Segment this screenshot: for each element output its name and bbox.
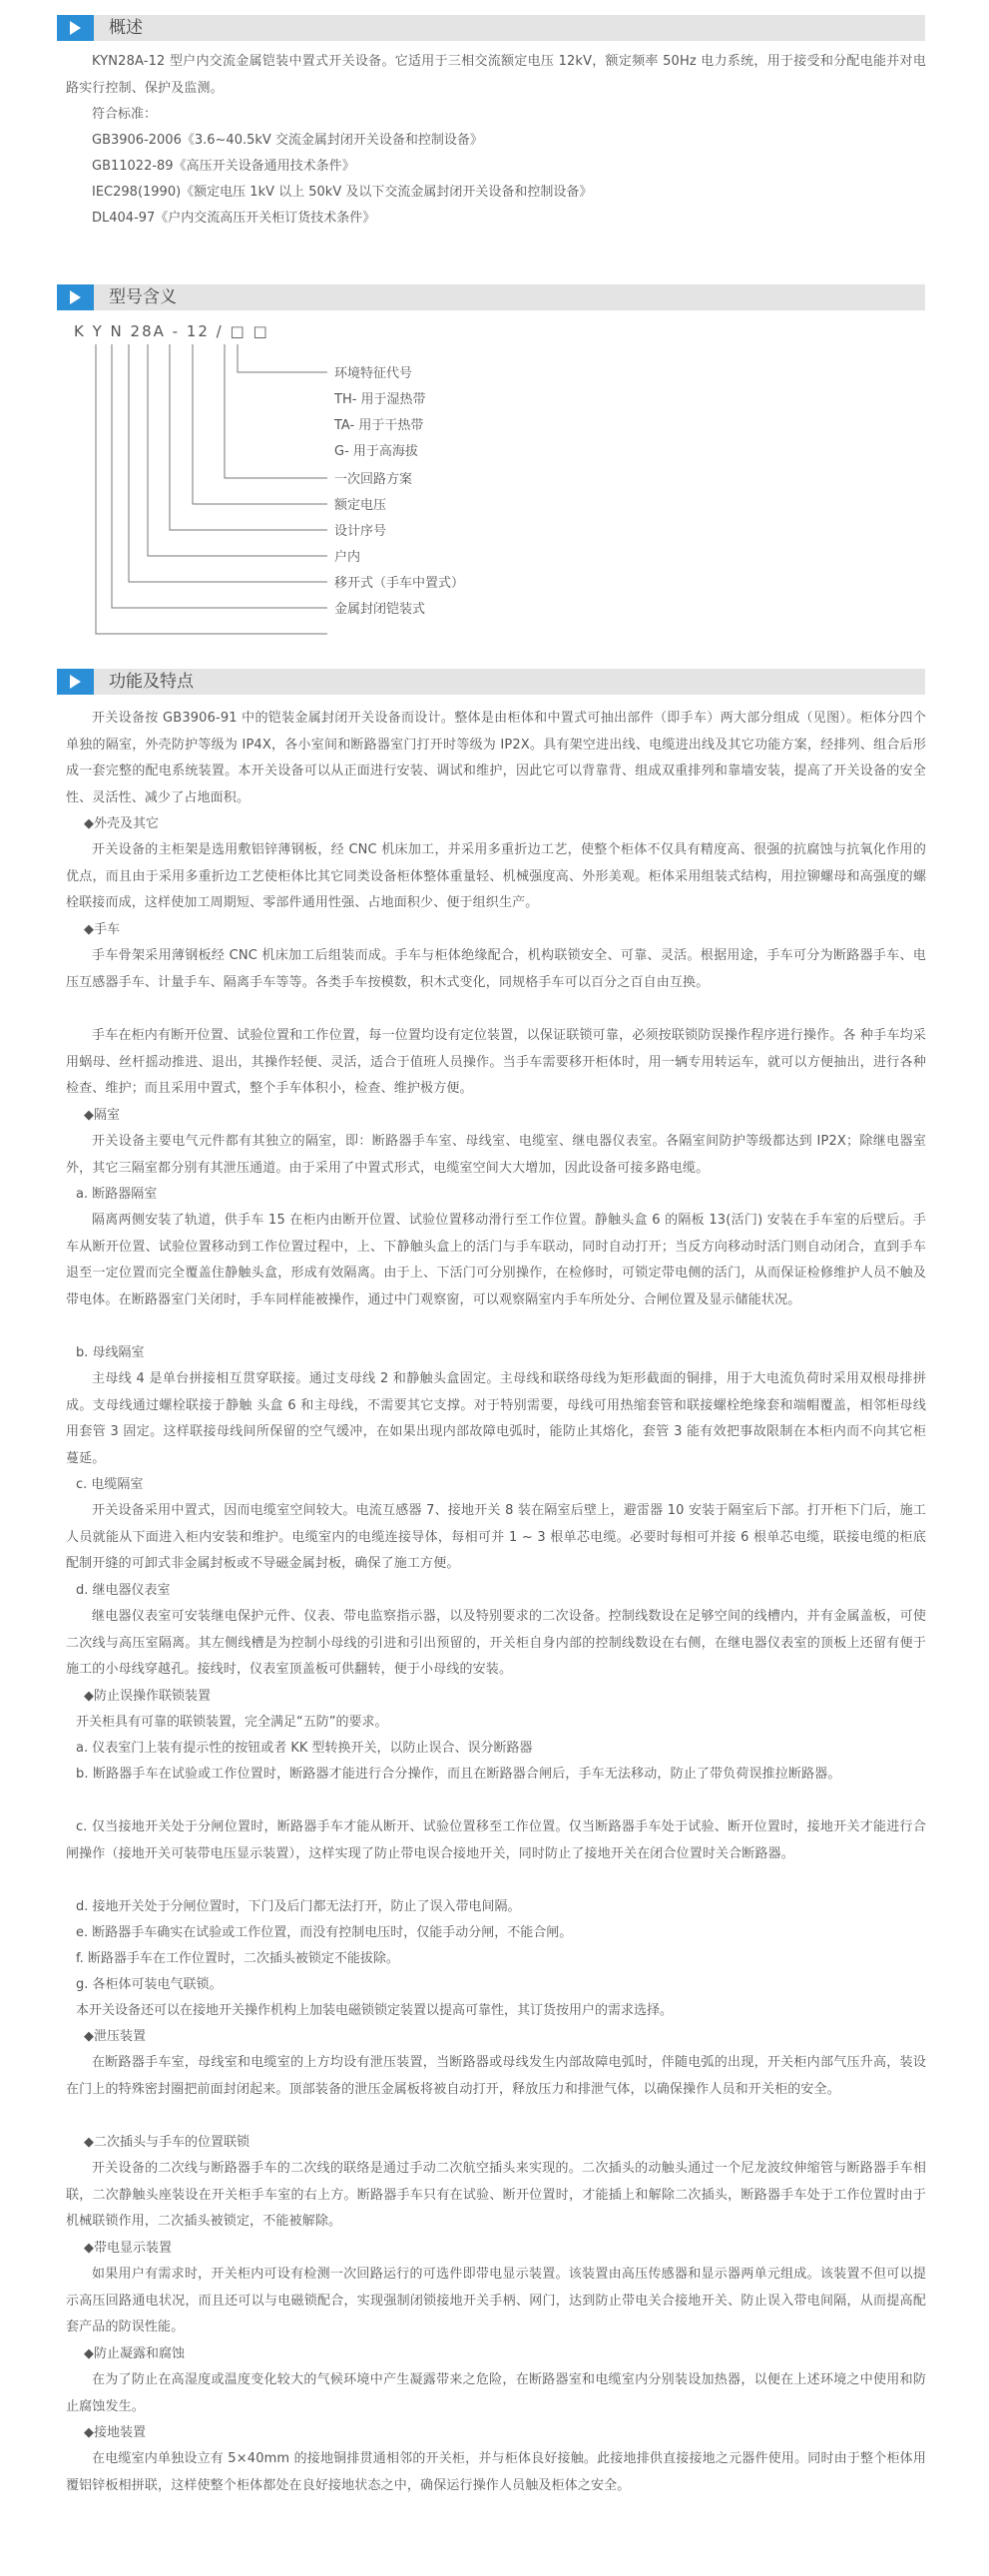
features-paragraph: 开关设备按 GB3906-91 中的铠装金属封闭开关设备而设计。整体是由柜体和中置式可抽出部件（即手车）两大部分组成（见图）。柜体分四个单独的隔室，外壳防护等级为 IP4X，各小室间和断路器室门打开时等级为 IP2X。具有架空进出线、电缆进出线及其它功能方案，经排列、组合后形成一套完整的配电系统装置。本开关设备可以从正面进行安装、调试和维护，因此它可以背靠背、组成双重排列和靠墙安装，提高了开关设备的安全性、灵活性、减少了占地面积。 xyxy=(66,711,926,805)
standards-heading: 符合标准： xyxy=(92,107,158,122)
section-title: 型号含义 xyxy=(109,287,177,307)
feature-paragraph: b. 断路器手车在试验或工作位置时，断路器才能进行合分操作，而且在断路器合闸后，手车无法移动，防止了带负荷误推拉断路器。 xyxy=(76,1767,841,1782)
feature-paragraph: 开关设备主要电气元件都有其独立的隔室，即：断路器手车室、母线室、电缆室、继电器仪表室。各隔室间防护等级都达到 IP2X；除继电器室外，其它三隔室都分别有其泄压通道。由于采用了中置式形式，电缆室空间大大增加，因此设备可接多路电缆。 xyxy=(66,1134,926,1176)
feature-paragraph: 在为了防止在高湿度或温度变化较大的气候环境中产生凝露带来之危险，在断路器室和电缆室内分别装设加热器，以便在上述环境之中使用和防止腐蚀发生。 xyxy=(66,2372,926,2414)
standard-item: GB3906-2006《3.6~40.5kV 交流金属封闭开关设备和控制设备》 xyxy=(92,133,483,148)
model-label: 设计序号 xyxy=(334,524,387,539)
model-label: 户内 xyxy=(334,550,361,565)
model-bracket-diagram xyxy=(0,0,989,639)
model-label: 移开式（手车中置式） xyxy=(334,576,465,591)
feature-heading: ◆手车 xyxy=(84,922,120,937)
feature-heading: ◆外壳及其它 xyxy=(84,816,159,831)
section-marker xyxy=(57,669,94,695)
feature-paragraph: 开关设备的主柜架是选用敷铝锌薄钢板，经 CNC 机床加工，并采用多重折边工艺，使整个柜体不仅具有精度高、很强的抗腐蚀与抗氧化作用的优点，而且由于采用多重折边工艺使柜体比其它同类设备柜体整体重量轻、机械强度高、外形美观。柜体采用组装式结构，用拉铆螺母和高强度的螺栓联接而成，这样使加工周期短、零部件通用性强、占地面积少、便于组织生产。 xyxy=(66,842,926,910)
model-label: 金属封闭铠装式 xyxy=(334,602,426,617)
feature-line: e. 断路器手车确实在试验或工作位置，而没有控制电压时，仅能手动分闸，不能合闸。 xyxy=(76,1925,573,1940)
sub-heading: b. 母线隔室 xyxy=(76,1345,145,1360)
feature-paragraph: 开关设备的二次线与断路器手车的二次线的联络是通过手动二次航空插头来实现的。二次插头的动触头通过一个尼龙波纹伸缩管与断路器手车相联，二次静触头座装设在开关柜手车室的右上方。断路器手车只有在试验、断开位置时，才能插上和解除二次插头，断路器手车处于工作位置时由于机械联锁作用，二次插头被锁定，不能被解除。 xyxy=(66,2161,926,2229)
feature-line: g. 各柜体可装电气联锁。 xyxy=(76,1977,223,1992)
sub-heading: a. 断路器隔室 xyxy=(76,1187,158,1202)
feature-line: d. 接地开关处于分闸位置时，下门及后门都无法打开，防止了误入带电间隔。 xyxy=(76,1899,521,1914)
feature-heading: ◆二次插头与手车的位置联锁 xyxy=(84,2135,249,2150)
feature-heading: ◆泄压装置 xyxy=(84,2029,146,2044)
connector-line xyxy=(129,344,327,582)
model-label: 一次回路方案 xyxy=(334,472,413,487)
feature-heading: ◆防止凝露和腐蚀 xyxy=(84,2346,185,2361)
connector-line xyxy=(112,344,327,608)
connector-line xyxy=(96,344,327,634)
overview-paragraph: KYN28A-12 型户内交流金属铠装中置式开关设备。它适用于三相交流额定电压 12kV，额定频率 50Hz 电力系统，用于接受和分配电能并对电路实行控制、保护及监测。 xyxy=(66,54,926,96)
feature-paragraph: 如果用户有需求时，开关柜内可设有检测一次回路运行的可选件即带电显示装置。该装置由高压传感器和显示器两单元组成。该装置不但可以提示高压回路通电状况，而且还可以与电磁锁配合，实现强制闭锁接地开关手柄、网门，达到防止带电关合接地开关、防止误入带电间隔，从而提高配套产品的防误性能。 xyxy=(66,2267,926,2334)
feature-paragraph: 开关设备采用中置式，因而电缆室空间较大。电流互感器 7、接地开关 8 装在隔室后壁上，避雷器 10 安装于隔室后下部。打开柜下门后，施工人员就能从下面进入柜内安装和维护。电缆室内的电缆连接导体，每相可并 1 ~ 3 根单芯电缆。必要时每相可并接 6 根单芯电缆，联接电缆的柜底配制开缝的可卸式非金属封板或不导磁金属封板，确保了施工方便。 xyxy=(66,1503,926,1571)
sub-heading: d. 继电器仪表室 xyxy=(76,1583,171,1598)
feature-heading: ◆接地装置 xyxy=(84,2425,146,2440)
connector-line xyxy=(193,344,327,504)
section-title: 概述 xyxy=(109,18,143,38)
feature-paragraph: 在电缆室内单独设立有 5×40mm 的接地铜排贯通相邻的开关柜，并与柜体良好接触。此接地排供直接接地之元器件使用。同时由于整个柜体用覆铝锌板相拼联，这样使整个柜体都处在良好接地状态之中，确保运行操作人员触及柜体之安全。 xyxy=(66,2451,926,2493)
section-title: 功能及特点 xyxy=(109,672,194,692)
standard-item: GB11022-89《高压开关设备通用技术条件》 xyxy=(92,159,355,174)
connector-line xyxy=(148,344,327,556)
feature-paragraph: 主母线 4 是单台拼接相互贯穿联接。通过支母线 2 和静触头盒固定。主母线和联络母线为矩形截面的铜排，用于大电流负荷时采用双根母排拼成。支母线通过螺栓联接于静触 头盒 6 和主母线，不需要其它支撑。对于特别需要，母线可用热缩套管和联接螺栓绝缘套和端帽覆盖，相邻柜母线用套管 3 固定。这样联接母线间所保留的空气缓冲，在如果出现内部故障电弧时，能防止其熔化，套管 3 能有效把事故限制在本柜内而不向其它柜蔓延。 xyxy=(66,1371,926,1466)
model-label: TA- 用于干热带 xyxy=(334,418,424,433)
play-triangle-icon xyxy=(70,675,81,689)
feature-paragraph: 隔离两侧安装了轨道，供手车 15 在柜内由断开位置、试验位置移动滑行至工作位置。静触头盒 6 的隔板 13(活门) 安装在手车室的后壁后。手车从断开位置、试验位置移动到工作位置过程中，上、下静触头盒上的活门与手车联动，同时自动打开；当反方向移动时活门则自动闭合，直到手车退至一定位置而完全覆盖住静触头盒，形成有效隔离。由于上、下活门可分别操作，在检修时，可锁定带电侧的活门，从而保证检修维护人员不触及带电体。在断路器室门关闭时，手车同样能被操作，通过中门观察窗，可以观察隔室内手车所处分、合闸位置及显示储能状况。 xyxy=(66,1213,926,1307)
feature-paragraph: 在断路器手车室，母线室和电缆室的上方均设有泄压装置，当断路器或母线发生内部故障电弧时，伴随电弧的出现，开关柜内部气压升高，装设在门上的特殊密封圈把前面封闭起来。顶部装备的泄压金属板将被自动打开，释放压力和排泄气体，以确保操作人员和开关柜的安全。 xyxy=(66,2055,926,2097)
standard-item: DL404-97《户内交流高压开关柜订货技术条件》 xyxy=(92,211,376,226)
feature-paragraph: 手车骨架采用薄钢板经 CNC 机床加工后组装而成。手车与柜体绝缘配合，机构联锁安全、可靠、灵活。根据用途，手车可分为断路器手车、电压互感器手车、计量手车、隔离手车等等。各类手车按模数，积木式变化，同规格手车可以百分之百自由互换。 xyxy=(66,948,926,990)
model-label: 额定电压 xyxy=(334,498,387,513)
model-label: TH- 用于湿热带 xyxy=(334,392,426,407)
feature-heading: ◆隔室 xyxy=(84,1108,120,1123)
connector-line xyxy=(238,344,327,372)
feature-heading: ◆防止误操作联锁装置 xyxy=(84,1689,211,1704)
feature-paragraph: 继电器仪表室可安装继电保护元件、仪表、带电监察指示器，以及特别要求的二次设备。控制线数设在足够空间的线槽内，并有金属盖板，可使二次线与高压室隔离。其左侧线槽是为控制小母线的引进和引出预留的，开关柜自身内部的控制线数设在右侧，在继电器仪表室的顶板上还留有便于施工的小母线穿越孔。接线时，仪表室顶盖板可供翻转，便于小母线的安装。 xyxy=(66,1609,926,1677)
feature-line: f. 断路器手车在工作位置时，二次插头被锁定不能拔除。 xyxy=(76,1951,399,1966)
model-label: 环境特征代号 xyxy=(334,366,413,381)
sub-heading: c. 电缆隔室 xyxy=(76,1477,144,1492)
standard-item: IEC298(1990)《额定电压 1kV 以上 50kV 及以下交流金属封闭开关设备和控制设备》 xyxy=(92,185,593,200)
feature-paragraph: 手车在柜内有断开位置、试验位置和工作位置，每一位置均设有定位装置，以保证联锁可靠，必须按联锁防误操作程序进行操作。各 种手车均采用蜗母、丝杆摇动推进、退出，其操作轻便、灵活，适合于值班人员操作。当手车需要移开柜体时，用一辆专用转运车，就可以方便抽出，进行各种检查、维护；而且采用中置式，整个手车体积小，检查、维护极方便。 xyxy=(66,1028,926,1096)
connector-line xyxy=(225,344,327,478)
model-code: K Y N 28A - 12 / □ □ xyxy=(74,322,269,340)
feature-line: a. 仪表室门上装有提示性的按钮或者 KK 型转换开关，以防止误合、误分断路器 xyxy=(76,1741,533,1756)
feature-heading: ◆带电显示装置 xyxy=(84,2241,172,2256)
feature-line: 开关柜具有可靠的联锁装置，完全满足“五防”的要求。 xyxy=(76,1715,388,1730)
feature-line: 本开关设备还可以在接地开关操作机构上加装电磁锁锁定装置以提高可靠性，其订货按用户的需求选择。 xyxy=(76,2003,674,2018)
feature-paragraph: c. 仅当接地开关处于分闸位置时，断路器手车才能从断开、试验位置移至工作位置。仅当断路器手车处于试验、断开位置时，接地开关才能进行合闸操作（接地开关可装带电压显示装置），这样实现了防止带电误合接地开关，同时防止了接地开关在闭合位置时关合断路器。 xyxy=(66,1819,926,1861)
section-header-features xyxy=(57,669,925,695)
model-label: G- 用于高海拔 xyxy=(334,444,418,459)
